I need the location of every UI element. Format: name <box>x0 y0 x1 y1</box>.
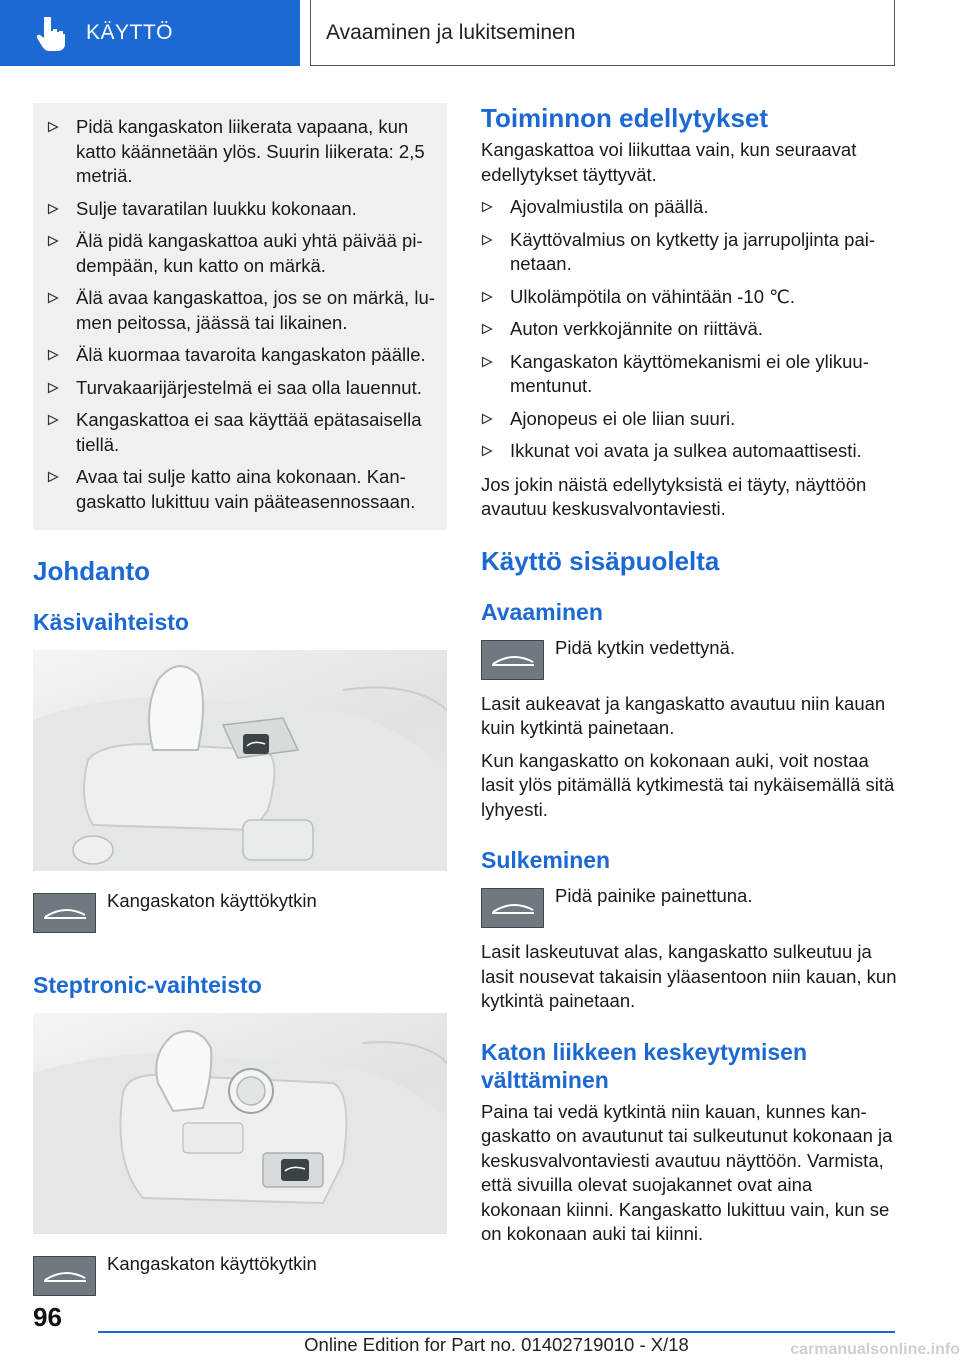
section-title: Avaaminen ja lukitseminen <box>326 20 576 44</box>
prereq-item <box>481 317 897 342</box>
roof-switch-icon <box>481 640 544 680</box>
manual-gearbox-photo <box>33 650 447 871</box>
section-header <box>310 0 895 66</box>
close-heading: Sulkeminen <box>481 847 611 873</box>
safety-note-item-text: Kangaskattoa ei saa käyttää epätasaisella tiellä. <box>76 409 422 455</box>
roof-switch-icon <box>33 1256 96 1296</box>
prereq-item-text: Auton verkkojännite on riittävä. <box>510 318 763 339</box>
prereq-item <box>481 228 897 277</box>
prereq-item-text: Ajovalmiustila on päällä. <box>510 196 709 217</box>
steptronic-gearbox-photo <box>33 1013 447 1234</box>
prereq-intro: Kangaskattoa voi liikuttaa vain, kun seuraavat edellytykset täyttyvät. <box>481 139 857 185</box>
prereq-item-text: Kangaskaton käyttömekanismi ei ole ylikuumentunut. <box>510 350 869 396</box>
safety-notes-box <box>33 103 447 530</box>
intro-heading: Johdanto <box>33 556 150 586</box>
prereq-item-text: Ulkolämpötila on vähintään -10 ℃. <box>510 285 796 307</box>
safety-note-item-text: Älä pidä kangaskattoa auki yhtä päivää pidempään, kun katto on märkä. <box>76 230 423 276</box>
inside-heading: Käyttö sisäpuolelta <box>481 545 720 576</box>
prereq-heading: Toiminnon edellytykset <box>481 103 769 133</box>
triangle-bullet-icon <box>481 323 493 335</box>
chapter-tab[interactable] <box>0 0 300 66</box>
triangle-bullet-icon <box>47 203 59 215</box>
safety-note-item <box>47 115 435 189</box>
safety-note-item-text: Avaa tai sulje katto aina kokonaan. Kangaskatto lukittuu vain pääteasennossaan. <box>76 466 416 512</box>
prereq-outro: Jos jokin näistä edellytyksistä ei täyty, näyttöön avautuu keskusvalvontaviesti. <box>481 473 867 519</box>
footer-watermark: carmanualsonline.info <box>790 1341 960 1358</box>
manual-caption-row <box>33 890 447 933</box>
safety-note-item <box>47 465 435 514</box>
steptronic-caption-row <box>33 1253 447 1296</box>
triangle-bullet-icon <box>481 201 493 213</box>
left-column <box>33 103 447 1296</box>
steptronic-caption: Kangaskaton käyttökytkin <box>107 1253 317 1274</box>
open-caption: Pidä kytkin vedettynä. <box>555 636 735 658</box>
open-heading: Avaaminen <box>481 598 603 625</box>
avoid-paragraph: Paina tai vedä kytkintä niin kauan, kunnes kangaskatto on avautunut tai sulkeutunut kokonaan ja keskusvalvontaviesti avautuu näyttöön. Varmista, että sivuilla olevat suojakannet ovat aina kokonaan kiinni. Kangaskatto lukittuu vain, kun se on kokonaan auki tai kiinni. <box>481 1100 893 1244</box>
safety-note-item-text: Turvakaarijärjestelmä ei saa olla lauennut. <box>76 376 422 398</box>
triangle-bullet-icon <box>47 292 59 304</box>
roof-switch-icon <box>481 888 544 928</box>
chapter-label: KÄYTTÖ <box>86 21 174 44</box>
hand-pointer-icon <box>32 13 72 53</box>
triangle-bullet-icon <box>47 121 59 133</box>
right-column <box>481 103 897 1247</box>
triangle-bullet-icon <box>47 471 59 483</box>
open-paragraph-2: Kun kangaskatto on kokonaan auki, voit nostaa lasit ylös pitämällä kytkimestä tai nykäisemällä sitä lyhyesti. <box>481 749 895 820</box>
triangle-bullet-icon <box>47 382 59 394</box>
safety-notes-list <box>47 115 435 514</box>
close-caption: Pidä painike painettuna. <box>555 885 753 906</box>
triangle-bullet-icon <box>47 235 59 247</box>
safety-note-item <box>47 343 435 368</box>
open-paragraph-1: Lasit aukeavat ja kangaskatto avautuu niin kauan kuin kytkintä painetaan. <box>481 692 886 738</box>
prereq-list <box>481 195 897 464</box>
open-caption-row <box>481 636 897 680</box>
footer-edition: Online Edition for Part no. 01402719010 - X/18 <box>304 1334 689 1355</box>
safety-note-item <box>47 197 435 222</box>
safety-note-item-text: Sulje tavaratilan luukku kokonaan. <box>76 197 357 219</box>
prereq-item-text: Käyttövalmius on kytketty ja jarrupoljinta painetaan. <box>510 228 876 274</box>
safety-note-item <box>47 229 435 278</box>
steptronic-heading: Steptronic-vaihteisto <box>33 972 262 998</box>
footer-divider <box>98 1331 895 1333</box>
triangle-bullet-icon <box>481 413 493 425</box>
safety-note-item <box>47 376 435 401</box>
prereq-item <box>481 407 897 432</box>
roof-switch-icon <box>33 893 96 933</box>
safety-note-item <box>47 286 435 335</box>
prereq-item <box>481 285 897 310</box>
close-caption-row <box>481 885 897 928</box>
prereq-item <box>481 195 897 220</box>
safety-note-item-text: Pidä kangaskaton liikerata vapaana, kun katto käännetään ylös. Suurin liikerata: 2,5 metriä. <box>76 116 425 186</box>
triangle-bullet-icon <box>481 234 493 246</box>
safety-note-item-text: Älä kuormaa tavaroita kangaskaton päälle. <box>76 344 426 365</box>
safety-note-item <box>47 408 435 457</box>
prereq-item <box>481 439 897 464</box>
prereq-item-text: Ajonopeus ei ole liian suuri. <box>510 407 736 429</box>
manual-heading: Käsivaihteisto <box>33 609 189 635</box>
triangle-bullet-icon <box>481 356 493 368</box>
triangle-bullet-icon <box>481 291 493 303</box>
avoid-heading: Katon liikkeen keskeytymisen välttäminen <box>481 1038 807 1093</box>
close-paragraph: Lasit laskeutuvat alas, kangaskatto sulkeutuu ja lasit nousevat takaisin yläasentoon niin kauan, kun kytkintä painetaan. <box>481 941 897 1011</box>
triangle-bullet-icon <box>47 414 59 426</box>
safety-note-item-text: Älä avaa kangaskattoa, jos se on märkä, lumen peitossa, jäässä tai likainen. <box>76 287 435 333</box>
page-number: 96 <box>33 1302 62 1332</box>
prereq-item <box>481 350 897 399</box>
triangle-bullet-icon <box>481 445 493 457</box>
prereq-item-text: Ikkunat voi avata ja sulkea automaattisesti. <box>510 440 862 461</box>
triangle-bullet-icon <box>47 349 59 361</box>
manual-caption: Kangaskaton käyttökytkin <box>107 890 317 911</box>
